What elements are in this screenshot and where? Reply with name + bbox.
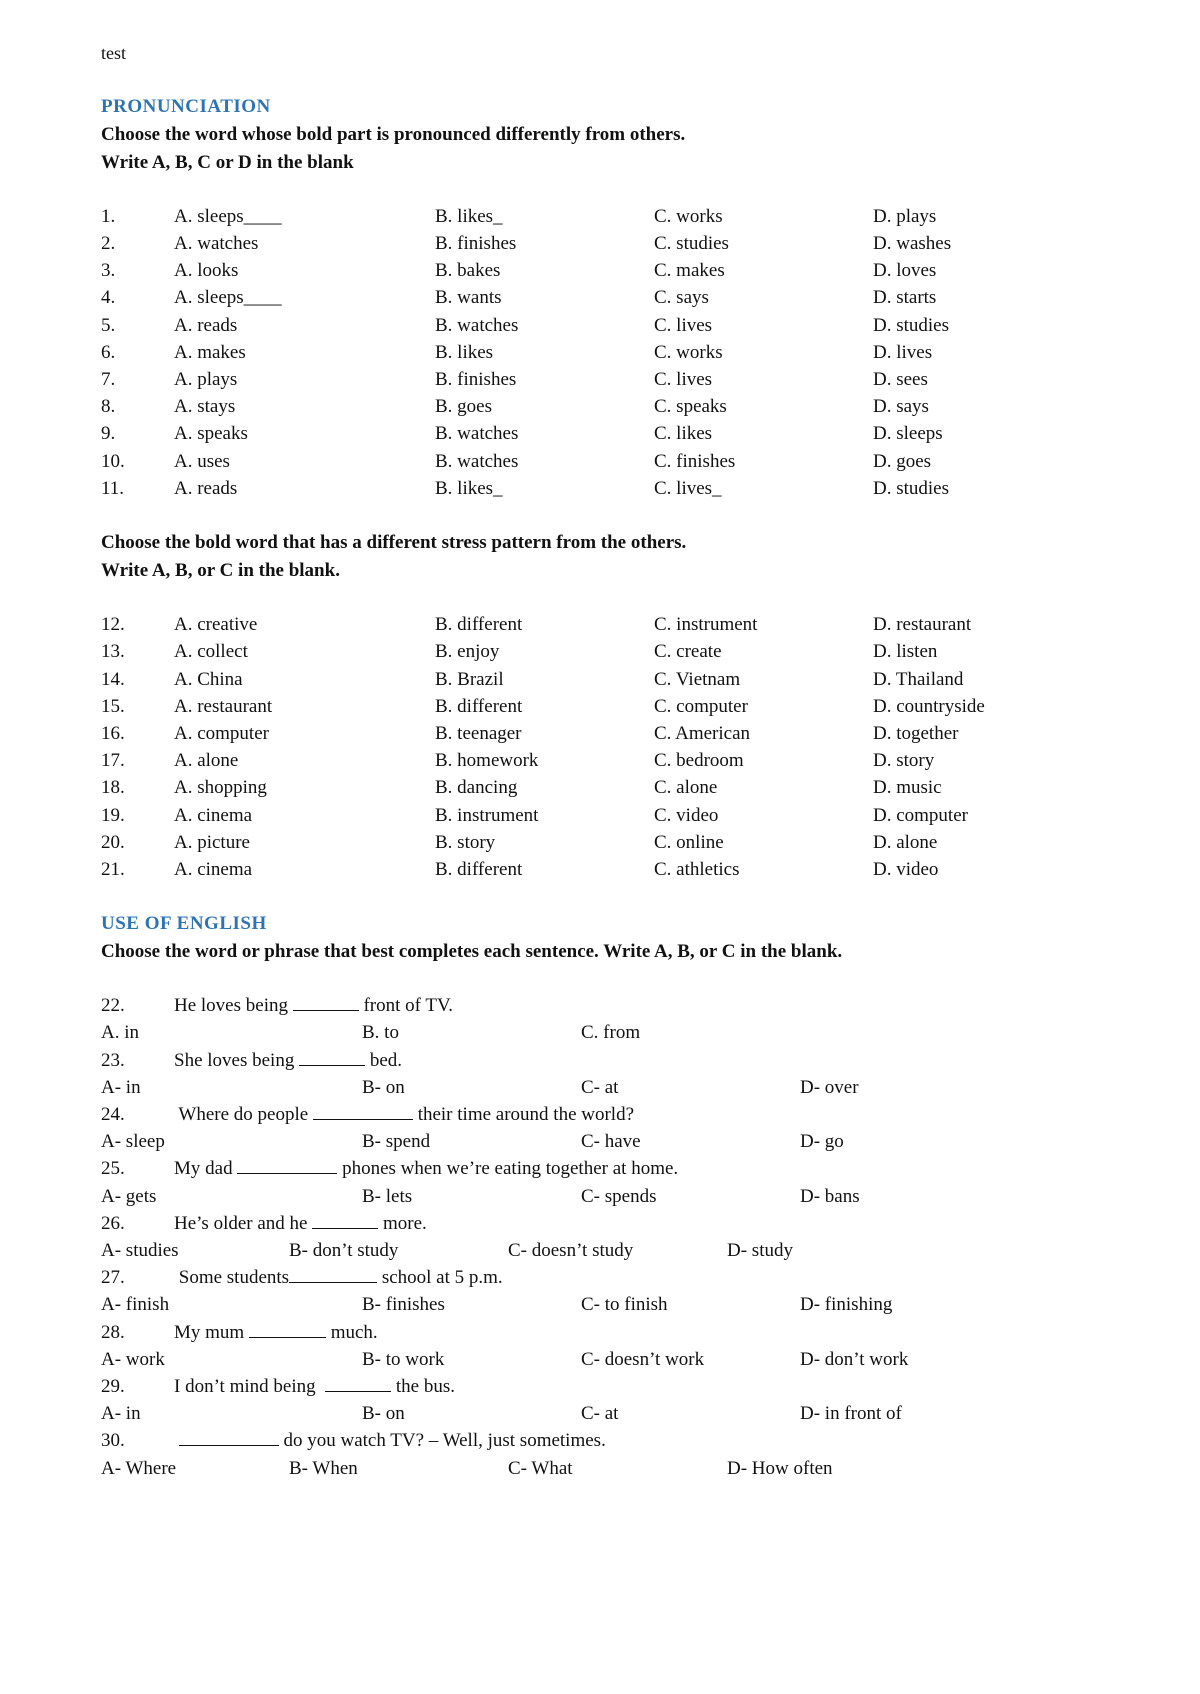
answer-blank[interactable]: [237, 1172, 337, 1174]
question-25: 25. My dad phones when we’re eating together at home.: [101, 1158, 679, 1179]
list-item: 19. A. cinema B. instrument C. video D. computer: [101, 805, 968, 826]
question-22: 22. He loves being front of TV.: [101, 995, 454, 1016]
options-28: A- work B- to work C- doesn’t work D- don’t work: [101, 1349, 909, 1370]
list-item: 2. A. watches B. finishes C. studies D. washes: [101, 233, 952, 254]
question-24: 24. Where do people their time around the world?: [101, 1104, 635, 1125]
section-title-pronunciation: PRONUNCIATION: [101, 96, 271, 117]
list-item: 16. A. computer B. teenager C. American D. together: [101, 723, 959, 744]
options-27: A- finish B- finishes C- to finish D- finishing: [101, 1294, 893, 1315]
list-item: 20. A. picture B. story C. online D. alone: [101, 832, 938, 853]
question-30: 30. do you watch TV? – Well, just sometimes.: [101, 1430, 606, 1451]
list-item: 11. A. reads B. likes_ C. lives_ D. studies: [101, 478, 949, 499]
question-23: 23. She loves being bed.: [101, 1050, 403, 1071]
list-item: 13. A. collect B. enjoy C. create D. listen: [101, 641, 938, 662]
list-item: 3. A. looks B. bakes C. makes D. loves: [101, 260, 937, 281]
list-item: 15. A. restaurant B. different C. computer D. countryside: [101, 696, 985, 717]
list-item: 18. A. shopping B. dancing C. alone D. music: [101, 777, 942, 798]
list-item: 14. A. China B. Brazil C. Vietnam D. Thailand: [101, 669, 964, 690]
question-27: 27. Some students school at 5 p.m.: [101, 1267, 503, 1288]
answer-blank[interactable]: [249, 1336, 326, 1338]
answer-blank[interactable]: [293, 1009, 359, 1011]
answer-blank[interactable]: [179, 1444, 279, 1446]
stress-instruction-line-2: Write A, B, or C in the blank.: [101, 560, 340, 581]
options-23: A- in B- on C- at D- over: [101, 1077, 859, 1098]
answer-blank[interactable]: [312, 1227, 378, 1229]
question-29: 29. I don’t mind being the bus.: [101, 1376, 455, 1397]
list-item: 8. A. stays B. goes C. speaks D. says: [101, 396, 929, 417]
list-item: 9. A. speaks B. watches C. likes D. sleeps: [101, 423, 943, 444]
options-22: A. in B. to C. from: [101, 1022, 641, 1043]
question-28: 28. My mum much.: [101, 1322, 378, 1343]
instruction-line-2: Write A, B, C or D in the blank: [101, 152, 354, 173]
options-25: A- gets B- lets C- spends D- bans: [101, 1186, 860, 1207]
options-24: A- sleep B- spend C- have D- go: [101, 1131, 844, 1152]
section-title-use-of-english: USE OF ENGLISH: [101, 913, 267, 934]
answer-blank[interactable]: [289, 1281, 377, 1283]
list-item: 17. A. alone B. homework C. bedroom D. story: [101, 750, 935, 771]
instruction-line-1: Choose the word whose bold part is pronounced differently from others.: [101, 124, 686, 145]
stress-instruction-line-1: Choose the bold word that has a different stress pattern from the others.: [101, 532, 687, 553]
list-item: 1. A. sleeps____ B. likes_ C. works D. plays: [101, 206, 937, 227]
answer-blank[interactable]: [313, 1118, 413, 1120]
list-item: 5. A. reads B. watches C. lives D. studies: [101, 315, 949, 336]
page-header: test: [101, 43, 126, 63]
list-item: 6. A. makes B. likes C. works D. lives: [101, 342, 933, 363]
options-30: A- Where B- When C- What D- How often: [101, 1458, 833, 1479]
use-of-english-instruction: Choose the word or phrase that best completes each sentence. Write A, B, or C in the blank.: [101, 941, 843, 962]
list-item: 21. A. cinema B. different C. athletics D. video: [101, 859, 939, 880]
list-item: 10. A. uses B. watches C. finishes D. goes: [101, 451, 932, 472]
question-26: 26. He’s older and he more.: [101, 1213, 427, 1234]
options-29: A- in B- on C- at D- in front of: [101, 1403, 902, 1424]
list-item: 7. A. plays B. finishes C. lives D. sees: [101, 369, 928, 390]
list-item: 4. A. sleeps____ B. wants C. says D. starts: [101, 287, 937, 308]
list-item: 12. A. creative B. different C. instrument D. restaurant: [101, 614, 972, 635]
options-26: A- studies B- don’t study C- doesn’t study D- study: [101, 1240, 793, 1261]
answer-blank[interactable]: [299, 1064, 365, 1066]
answer-blank[interactable]: [325, 1390, 391, 1392]
